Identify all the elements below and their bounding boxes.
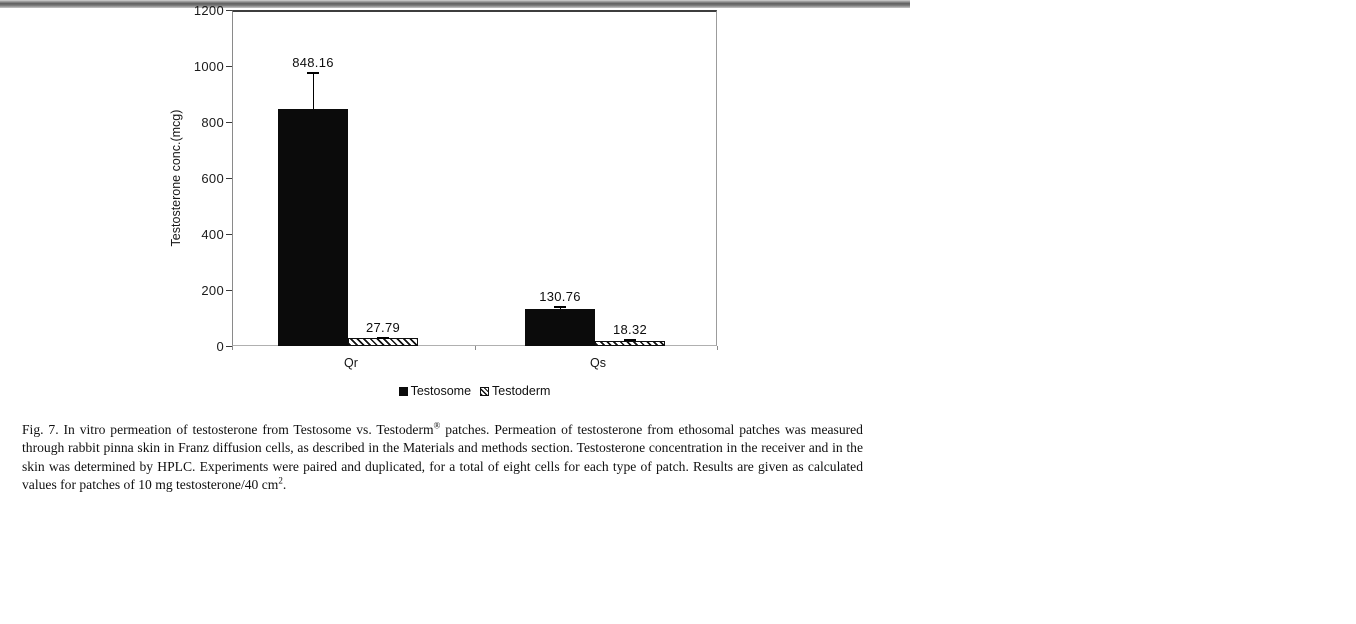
y-tick-mark bbox=[226, 234, 232, 235]
error-bar-cap bbox=[377, 337, 389, 339]
bar-value-label: 848.16 bbox=[292, 55, 334, 71]
x-category-label: Qr bbox=[344, 356, 358, 370]
y-tick-label: 0 bbox=[216, 339, 224, 354]
bar-testosome-qr bbox=[278, 109, 348, 346]
y-tick-label: 800 bbox=[201, 115, 224, 130]
caption-fig-label: Fig. 7. bbox=[22, 421, 59, 437]
bar-value-label: 18.32 bbox=[612, 322, 648, 338]
y-axis-title: Testosterone conc.(mcg) bbox=[169, 109, 183, 247]
error-bar-cap bbox=[307, 72, 319, 74]
bar-value-label: 27.79 bbox=[365, 320, 401, 336]
caption-text-2: patches. Permeation of testosterone from ethosomal patches was measured through rabbit pinna skin in Franz diffusion cells, as described in the Materials and methods section. Testosterone concentration in the receiver and in the skin was determined by HPLC. Experiments were paired and duplicated, for a total of eight cells for each type of patch. Results are given as calculated values for patches of 10 mg testosterone/40 cm bbox=[22, 421, 863, 493]
y-tick-mark bbox=[226, 10, 232, 11]
registered-trademark-symbol: ® bbox=[433, 420, 441, 431]
error-bar-line bbox=[313, 72, 314, 108]
error-bar-cap bbox=[554, 306, 566, 308]
y-tick-mark bbox=[226, 122, 232, 123]
window-edge-strip bbox=[0, 0, 910, 8]
legend-item-testoderm bbox=[480, 384, 550, 398]
x-tick-mark bbox=[717, 346, 718, 350]
x-tick-mark bbox=[475, 346, 476, 350]
legend-label: Testoderm bbox=[492, 384, 551, 398]
y-tick-label: 400 bbox=[201, 227, 224, 242]
y-tick-mark bbox=[226, 178, 232, 179]
y-tick-label: 1000 bbox=[193, 59, 224, 74]
caption-text-3: . bbox=[282, 477, 287, 493]
caption-text-1: In vitro permeation of testosterone from Testosome vs. Testoderm bbox=[63, 421, 434, 437]
bar-testosome-qs bbox=[525, 309, 595, 346]
x-tick-mark bbox=[232, 346, 233, 350]
legend-swatch-testoderm bbox=[480, 387, 489, 396]
error-bar-cap bbox=[624, 339, 636, 341]
y-tick-label: 1200 bbox=[193, 3, 224, 18]
bar-value-label: 130.76 bbox=[539, 289, 581, 305]
x-category-label: Qs bbox=[590, 356, 606, 370]
legend-swatch-testosome bbox=[399, 387, 408, 396]
figure-caption bbox=[22, 421, 863, 495]
y-tick-label: 200 bbox=[201, 283, 224, 298]
legend-item-testosome bbox=[399, 384, 471, 398]
legend-label: Testosome bbox=[410, 384, 472, 398]
y-tick-mark bbox=[226, 290, 232, 291]
y-tick-mark bbox=[226, 66, 232, 67]
bar-testoderm-qs bbox=[595, 341, 665, 346]
chart-legend bbox=[232, 383, 717, 399]
y-tick-label: 600 bbox=[201, 171, 224, 186]
bar-testoderm-qr bbox=[348, 338, 418, 346]
caption-superscript-2: 2 bbox=[278, 475, 283, 486]
